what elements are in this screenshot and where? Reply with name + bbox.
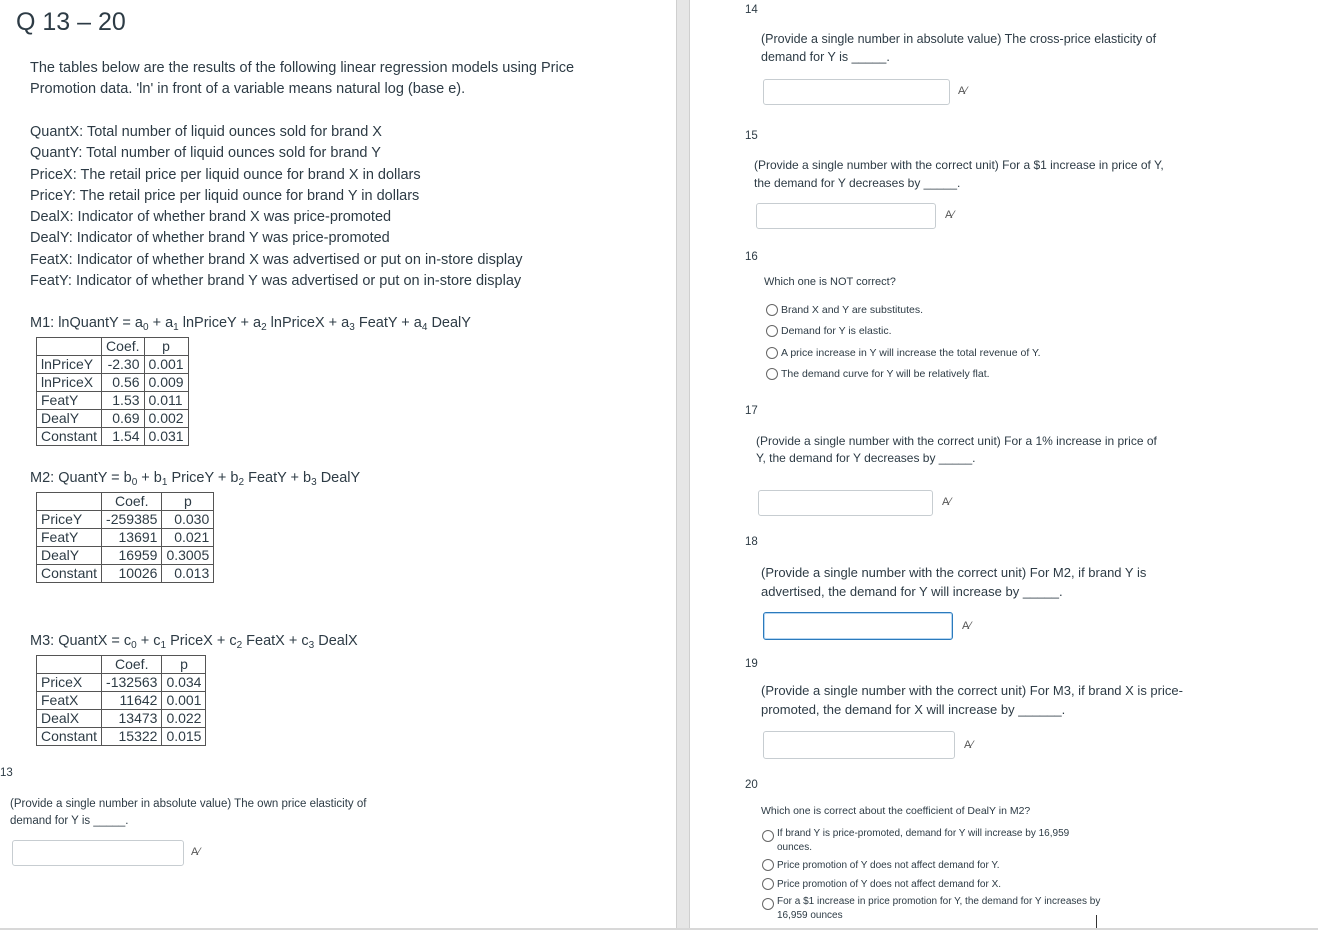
table-row: FeatX 11642 0.001 (37, 692, 206, 710)
col-header: Coef. (102, 338, 144, 356)
answer-input-15[interactable] (756, 203, 936, 229)
formula-icon[interactable]: A⁄ (942, 496, 952, 508)
text-cursor (1096, 915, 1097, 928)
table-row: Constant 10026 0.013 (37, 565, 214, 583)
definition-item: QuantY: Total number of liquid ounces sold for brand Y (30, 145, 381, 162)
answer-input-18[interactable] (763, 612, 953, 640)
radio-circle[interactable] (766, 347, 778, 359)
table-row: FeatY 13691 0.021 (37, 529, 214, 547)
col-header: Coef. (102, 493, 162, 511)
answer-input-17[interactable] (758, 490, 933, 516)
panel-divider (676, 0, 690, 930)
question-13-text: (Provide a single number in absolute value) The own price elasticity of demand for Y is _____. (10, 798, 367, 827)
radio-circle[interactable] (762, 878, 774, 890)
table-row: FeatY 1.53 0.011 (37, 392, 189, 410)
radio-option[interactable]: Demand for Y is elastic. (766, 325, 892, 337)
definition-item: DealY: Indicator of whether brand Y was price-promoted (30, 230, 390, 247)
radio-option[interactable]: Price promotion of Y does not affect demand for Y. (762, 859, 1000, 871)
variable-definitions (30, 122, 522, 292)
question-16-prompt: Which one is NOT correct? (764, 276, 896, 288)
question-14-text: (Provide a single number in absolute value) The cross-price elasticity of demand for Y is _____. (761, 32, 1157, 64)
definition-item: QuantX: Total number of liquid ounces sold for brand X (30, 124, 382, 140)
question-number-20: 20 (745, 779, 758, 791)
radio-option[interactable]: For a $1 increase in price promotion for Y, the demand for Y increases by 16,959 ounces (762, 895, 1100, 923)
formula-icon[interactable]: A⁄ (962, 620, 972, 632)
m3-table (36, 655, 206, 746)
table-row: Constant 15322 0.015 (37, 728, 206, 746)
answer-input-13[interactable] (12, 840, 184, 866)
question-number-18: 18 (745, 536, 758, 548)
formula-icon[interactable]: A⁄ (958, 85, 968, 97)
radio-circle[interactable] (762, 898, 774, 910)
question-17-text: (Provide a single number with the correct unit) For a 1% increase in price of Y, the demand for Y decreases by _____. (756, 434, 1157, 465)
question-15-text: (Provide a single number with the correct unit) For a $1 increase in price of Y, the demand for Y decreases by _____. (754, 158, 1164, 190)
table-row: lnPriceX 0.56 0.009 (37, 374, 189, 392)
table-row: lnPriceY -2.30 0.001 (37, 356, 189, 374)
radio-circle[interactable] (762, 830, 774, 842)
radio-option[interactable]: If brand Y is price-promoted, demand for Y will increase by 16,959 ounces. (762, 827, 1069, 855)
question-number-14: 14 (745, 4, 758, 16)
question-number-16: 16 (745, 251, 758, 263)
m2-equation: M2: QuantY = $b_0 + b_1$ PriceY + $b_2$ FeatY + $b_3$ DealY (30, 470, 361, 488)
formula-icon[interactable]: A⁄ (964, 739, 974, 751)
answer-input-19[interactable] (763, 731, 955, 759)
table-row: PriceY -259385 0.030 (37, 511, 214, 529)
question-18-text: (Provide a single number with the correct unit) For M2, if brand Y is advertised, the demand for Y will increase by _____. (761, 565, 1147, 599)
m3-equation: M3: QuantX = $c_0 + c_1$ PriceX + $c_2$ FeatX + $c_3$ DealX (30, 633, 358, 651)
formula-icon[interactable]: A⁄ (945, 209, 955, 221)
definition-item: FeatY: Indicator of whether brand Y was advertised or put on in-store display (30, 273, 522, 290)
col-header: Coef. (102, 656, 162, 674)
radio-circle[interactable] (766, 304, 778, 316)
intro-line-1: The tables below are the results of the following linear regression models using Price (30, 60, 575, 76)
col-header: p (162, 493, 214, 511)
page-title: Q 13 – 20 (16, 8, 126, 36)
table-row: DealX 13473 0.022 (37, 710, 206, 728)
question-number-19: 19 (745, 658, 758, 670)
question-number-17: 17 (745, 405, 758, 417)
radio-circle[interactable] (762, 859, 774, 871)
radio-option[interactable]: Price promotion of Y does not affect demand for X. (762, 878, 1001, 890)
question-20-prompt: Which one is correct about the coefficient of DealY in M2? (761, 805, 1031, 817)
question-19-text: (Provide a single number with the correct unit) For M3, if brand X is price- promoted, the demand for X will increase by ______. (761, 683, 1183, 717)
table-row: Constant 1.54 0.031 (37, 428, 189, 446)
m1-equation: M1: lnQuantY = $a_0 + a_1$ lnPriceY + $a_2$ lnPriceX + $a_3$ FeatY + $a_4$ DealY (30, 315, 471, 333)
radio-option[interactable]: A price increase in Y will increase the total revenue of Y. (766, 347, 1041, 359)
table-row: DealY 0.69 0.002 (37, 410, 189, 428)
radio-circle[interactable] (766, 368, 778, 380)
radio-option[interactable]: The demand curve for Y will be relatively flat. (766, 368, 990, 380)
table-row: DealY 16959 0.3005 (37, 547, 214, 565)
definition-item: FeatX: Indicator of whether brand X was advertised or put on in-store display (30, 251, 523, 268)
col-header: p (162, 656, 206, 674)
answer-input-14[interactable] (763, 79, 950, 105)
m2-table (36, 492, 214, 583)
table-row: PriceX -132563 0.034 (37, 674, 206, 692)
definition-item: DealX: Indicator of whether brand X was price-promoted (30, 209, 392, 226)
intro-text (30, 58, 574, 101)
definition-item: PriceX: The retail price per liquid ounce for brand X in dollars (30, 166, 421, 183)
question-number-15: 15 (745, 130, 758, 142)
question-number-13: 13 (0, 767, 13, 779)
intro-line-2: Promotion data. 'ln' in front of a variable means natural log (base e). (30, 81, 466, 98)
formula-icon[interactable]: A⁄ (191, 846, 201, 858)
m1-table (36, 337, 189, 446)
definition-item: PriceY: The retail price per liquid ounce for brand Y in dollars (30, 187, 420, 204)
col-header: p (144, 338, 188, 356)
radio-circle[interactable] (766, 325, 778, 337)
radio-option[interactable]: Brand X and Y are substitutes. (766, 304, 923, 316)
